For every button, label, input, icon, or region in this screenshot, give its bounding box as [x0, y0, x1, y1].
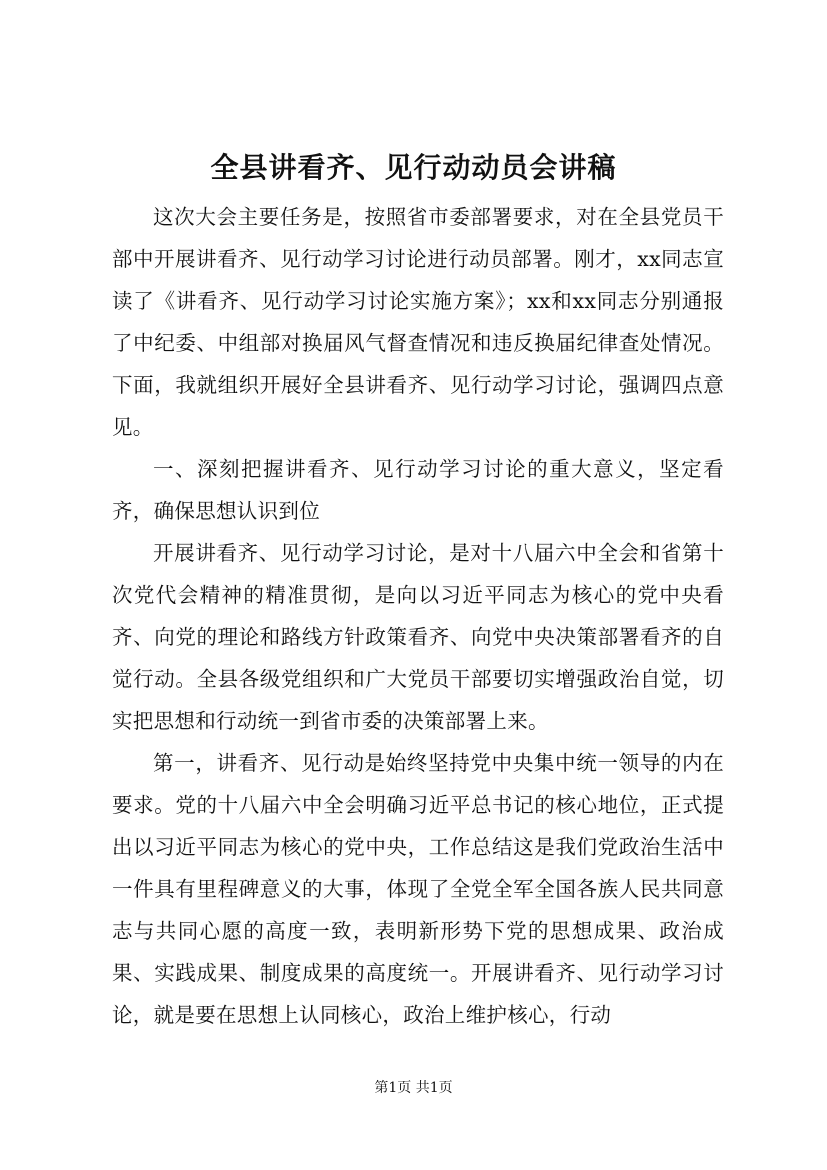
- document-body: [112, 196, 724, 1036]
- page-footer: 第1页 共1页: [374, 1080, 453, 1096]
- paragraph-point-one: 第一，讲看齐、见行动是始终坚持党中央集中统一领导的内在要求。党的十八届六中全会明确习近平总书记的核心地位，正式提出以习近平同志为核心的党中央，工作总结这是我们党政治生活中一件具有里程碑意义的大事，体现了全党全军全国各族人民共同意志与共同心愿的高度一致，表明新形势下党的思想成果、政治成果、实践成果、制度成果的高度统一。开展讲看齐、见行动学习讨论，就是要在思想上认同核心，政治上维护核心，行动: [112, 751, 724, 1027]
- document-title: 全县讲看齐、见行动动员会讲稿: [210, 151, 617, 184]
- paragraph-section-body: 开展讲看齐、见行动学习讨论，是对十八届六中全会和省第十次党代会精神的精准贯彻，是向以习近平同志为核心的党中央看齐、向党的理论和路线方针政策看齐、向党中央决策部署看齐的自觉行动。全县各级党组织和广大党员干部要切实增强政治自觉，切实把思想和行动统一到省市委的决策部署上来。: [112, 541, 724, 733]
- paragraph-intro: 这次大会主要任务是，按照省市委部署要求，对在全县党员干部中开展讲看齐、见行动学习讨论进行动员部署。刚才，xx同志宣读了《讲看齐、见行动学习讨论实施方案》；xx和xx同志分别通报了中纪委、中组部对换届风气督查情况和违反换届纪律查处情况。下面，我就组织开展好全县讲看齐、见行动学习讨论，强调四点意见。: [112, 205, 724, 439]
- paragraph-section-heading: 一、深刻把握讲看齐、见行动学习讨论的重大意义，坚定看齐，确保思想认识到位: [112, 457, 724, 523]
